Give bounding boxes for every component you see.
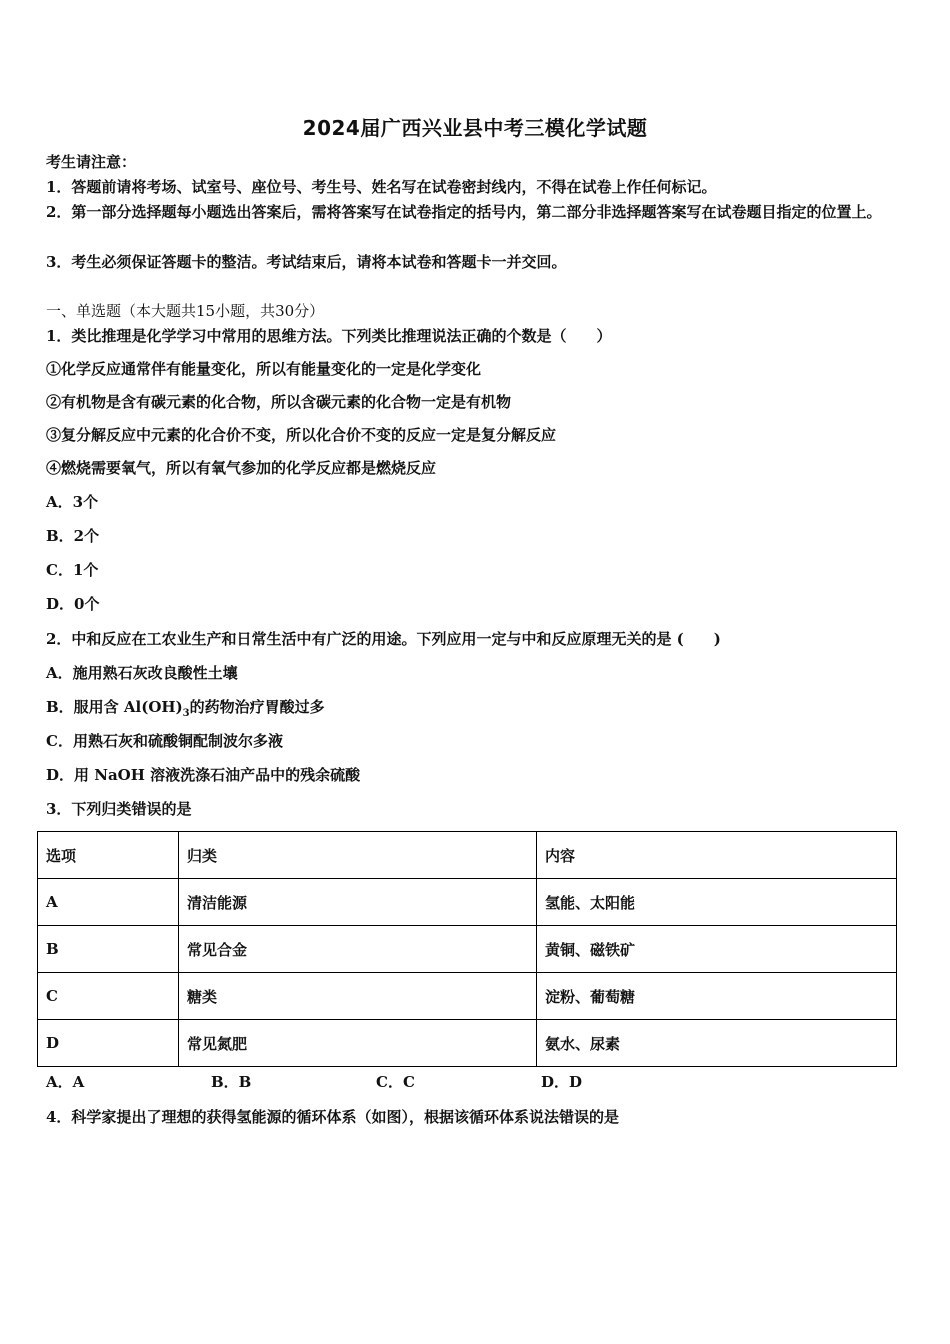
q3-option-a: A．A	[46, 1073, 85, 1091]
table-cell: 氢能、太阳能	[537, 879, 897, 926]
q4-stem: 4．科学家提出了理想的获得氢能源的循环体系（如图），根据该循环体系说法错误的是	[46, 1108, 619, 1126]
q3-option-d: D．D	[541, 1073, 583, 1091]
q1-stem: 1．类比推理是化学学习中常用的思维方法。下列类比推理说法正确的个数是（ ）	[46, 327, 612, 345]
table-cell: 黄铜、磁铁矿	[537, 926, 897, 973]
table-cell: C	[38, 973, 179, 1020]
table-row	[38, 879, 897, 926]
table-cell: 常见氮肥	[179, 1020, 537, 1067]
q2-option-a: A．施用熟石灰改良酸性土壤	[46, 664, 238, 682]
table-cell: 氨水、尿素	[537, 1020, 897, 1067]
table-cell: A	[38, 879, 179, 926]
q1-statement-4: ④燃烧需要氧气，所以有氧气参加的化学反应都是燃烧反应	[46, 459, 437, 477]
q3-option-b: B．B	[211, 1073, 252, 1091]
q1-option-c: C．1个	[46, 561, 99, 579]
q2-option-b-subscript: 3	[182, 708, 190, 719]
table-row	[38, 1020, 897, 1067]
table-cell: 常见合金	[179, 926, 537, 973]
table-header-cell: 内容	[537, 832, 897, 879]
table-header-row	[38, 832, 897, 879]
q1-statement-3: ③复分解反应中元素的化合价不变，所以化合价不变的反应一定是复分解反应	[46, 426, 557, 444]
q2-option-b-text: B．服用含 Al(OH)	[46, 698, 183, 716]
q3-table	[37, 831, 897, 1067]
notice-item-3: 3．考生必须保证答题卡的整洁。考试结束后，请将本试卷和答题卡一并交回。	[46, 253, 567, 271]
table-cell: 淀粉、葡萄糖	[537, 973, 897, 1020]
table-cell: 清洁能源	[179, 879, 537, 926]
q2-option-b	[46, 695, 906, 726]
q2-option-b-rest: 的药物治疗胃酸过多	[189, 698, 325, 716]
notice-heading: 考生请注意：	[46, 153, 137, 171]
q1-statement-2: ②有机物是含有碳元素的化合物，所以含碳元素的化合物一定是有机物	[46, 393, 512, 411]
q2-stem: 2．中和反应在工农业生产和日常生活中有广泛的用途。下列应用一定与中和反应原理无关的是 ( )	[46, 630, 721, 648]
q2-option-d: D．用 NaOH 溶液洗涤石油产品中的残余硫酸	[46, 766, 361, 784]
q1-option-b: B．2个	[46, 527, 100, 545]
table-cell: D	[38, 1020, 179, 1067]
table-row	[38, 926, 897, 973]
page-title: 2024届广西兴业县中考三模化学试题	[302, 116, 648, 140]
table-header-cell: 选项	[38, 832, 179, 879]
table-row	[38, 973, 897, 1020]
q1-statement-1: ①化学反应通常伴有能量变化，所以有能量变化的一定是化学变化	[46, 360, 482, 378]
notice-item-1: 1．答题前请将考场、试室号、座位号、考生号、姓名写在试卷密封线内，不得在试卷上作任何标记。	[46, 178, 717, 196]
q3-options	[46, 1070, 906, 1094]
q2-option-c: C．用熟石灰和硫酸铜配制波尔多液	[46, 732, 283, 750]
section-heading: 一、单选题（本大题共15小题，共30分）	[46, 302, 325, 320]
q1-option-a: A．3个	[46, 493, 99, 511]
table-cell: B	[38, 926, 179, 973]
q3-option-c: C．C	[376, 1073, 415, 1091]
q3-stem: 3．下列归类错误的是	[46, 800, 192, 818]
table-header-cell: 归类	[179, 832, 537, 879]
q1-option-d: D．0个	[46, 595, 100, 613]
table-cell: 糖类	[179, 973, 537, 1020]
notice-item-2: 2．第一部分选择题每小题选出答案后，需将答案写在试卷指定的括号内，第二部分非选择题答案写在试卷题目指定的位置上。	[46, 203, 882, 221]
